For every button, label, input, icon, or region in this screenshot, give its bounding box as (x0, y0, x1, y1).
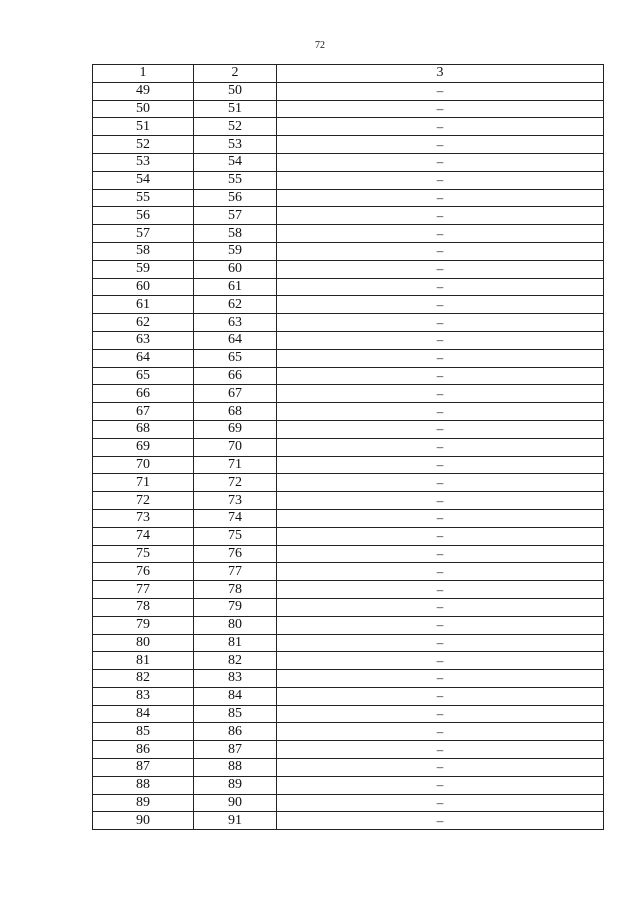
table-cell-col-2: 74 (194, 509, 277, 527)
table-cell-col-1: 67 (93, 403, 194, 421)
table-cell-col-1: 81 (93, 652, 194, 670)
header-row (93, 65, 604, 83)
table-cell-col-2: 63 (194, 314, 277, 332)
table-cell-col-2: 77 (194, 563, 277, 581)
table-cell-col-1: 68 (93, 420, 194, 438)
table-cell-col-2: 72 (194, 474, 277, 492)
table-row (93, 545, 604, 563)
table-cell-col-3: – (277, 314, 604, 332)
table-cell-col-3: – (277, 812, 604, 830)
table-cell-col-3: – (277, 474, 604, 492)
table-row (93, 723, 604, 741)
table-cell-col-3: – (277, 705, 604, 723)
table-cell-col-1: 69 (93, 438, 194, 456)
table-cell-col-2: 52 (194, 118, 277, 136)
table-row (93, 776, 604, 794)
table-row (93, 759, 604, 777)
table-cell-col-2: 70 (194, 438, 277, 456)
table-cell-col-1: 80 (93, 634, 194, 652)
table-cell-col-2: 75 (194, 527, 277, 545)
table-cell-col-2: 53 (194, 136, 277, 154)
table-cell-col-1: 76 (93, 563, 194, 581)
table-cell-col-2: 62 (194, 296, 277, 314)
table-cell-col-2: 61 (194, 278, 277, 296)
table-row (93, 705, 604, 723)
table-cell-col-2: 50 (194, 82, 277, 100)
table-cell-col-2: 79 (194, 598, 277, 616)
table-cell-col-2: 55 (194, 171, 277, 189)
table-cell-col-3: – (277, 670, 604, 688)
table-row (93, 260, 604, 278)
table-cell-col-3: – (277, 278, 604, 296)
table-row (93, 403, 604, 421)
table-cell-col-1: 49 (93, 82, 194, 100)
table-cell-col-3: – (277, 153, 604, 171)
data-table (92, 64, 604, 830)
table-cell-col-1: 79 (93, 616, 194, 634)
table-cell-col-3: – (277, 242, 604, 260)
table-cell-col-1: 89 (93, 794, 194, 812)
table-cell-col-2: 58 (194, 225, 277, 243)
table-row (93, 118, 604, 136)
table-cell-col-2: 89 (194, 776, 277, 794)
table-cell-col-3: – (277, 349, 604, 367)
table-row (93, 581, 604, 599)
table-row (93, 598, 604, 616)
table-cell-col-2: 73 (194, 492, 277, 510)
table-cell-col-3: – (277, 794, 604, 812)
table-cell-col-2: 84 (194, 687, 277, 705)
table-cell-col-1: 83 (93, 687, 194, 705)
table-cell-col-1: 58 (93, 242, 194, 260)
table-cell-col-1: 84 (93, 705, 194, 723)
table-cell-col-3: – (277, 741, 604, 759)
page-number: 72 (315, 40, 325, 51)
table-cell-col-2: 78 (194, 581, 277, 599)
table-cell-col-1: 62 (93, 314, 194, 332)
table-cell-col-1: 65 (93, 367, 194, 385)
table-row (93, 136, 604, 154)
table-cell-col-3: – (277, 331, 604, 349)
table-cell-col-1: 64 (93, 349, 194, 367)
table-row (93, 456, 604, 474)
table-cell-col-3: – (277, 652, 604, 670)
table-row (93, 670, 604, 688)
table-row (93, 189, 604, 207)
column-header-3: 3 (277, 65, 604, 83)
table-cell-col-2: 80 (194, 616, 277, 634)
table-row (93, 420, 604, 438)
table-cell-col-3: – (277, 189, 604, 207)
table-cell-col-2: 90 (194, 794, 277, 812)
table-cell-col-1: 60 (93, 278, 194, 296)
table-cell-col-2: 81 (194, 634, 277, 652)
table-cell-col-1: 77 (93, 581, 194, 599)
table-cell-col-2: 56 (194, 189, 277, 207)
table-cell-col-3: – (277, 759, 604, 777)
table-row (93, 100, 604, 118)
table-cell-col-3: – (277, 171, 604, 189)
table-row (93, 171, 604, 189)
table-row (93, 492, 604, 510)
table-cell-col-1: 59 (93, 260, 194, 278)
table-cell-col-1: 54 (93, 171, 194, 189)
table-row (93, 153, 604, 171)
table-cell-col-3: – (277, 527, 604, 545)
table-cell-col-1: 90 (93, 812, 194, 830)
table-cell-col-1: 55 (93, 189, 194, 207)
table-cell-col-1: 53 (93, 153, 194, 171)
table-row (93, 652, 604, 670)
table-cell-col-1: 70 (93, 456, 194, 474)
table-cell-col-1: 63 (93, 331, 194, 349)
table-cell-col-3: – (277, 598, 604, 616)
table-cell-col-2: 69 (194, 420, 277, 438)
table-cell-col-3: – (277, 616, 604, 634)
table-cell-col-3: – (277, 687, 604, 705)
table-row (93, 616, 604, 634)
table-row (93, 687, 604, 705)
table-cell-col-2: 91 (194, 812, 277, 830)
table-cell-col-1: 82 (93, 670, 194, 688)
table-row (93, 794, 604, 812)
table-cell-col-1: 72 (93, 492, 194, 510)
table-row (93, 474, 604, 492)
table-cell-col-2: 66 (194, 367, 277, 385)
table-cell-col-3: – (277, 438, 604, 456)
table-cell-col-3: – (277, 82, 604, 100)
table-row (93, 509, 604, 527)
table-cell-col-2: 60 (194, 260, 277, 278)
table-row (93, 207, 604, 225)
table-cell-col-2: 88 (194, 759, 277, 777)
table-cell-col-2: 87 (194, 741, 277, 759)
table-cell-col-1: 57 (93, 225, 194, 243)
table-cell-col-1: 87 (93, 759, 194, 777)
table-row (93, 385, 604, 403)
table-cell-col-1: 88 (93, 776, 194, 794)
table-cell-col-3: – (277, 420, 604, 438)
table-cell-col-2: 82 (194, 652, 277, 670)
table-cell-col-1: 56 (93, 207, 194, 225)
table-cell-col-3: – (277, 456, 604, 474)
table-row (93, 278, 604, 296)
table-cell-col-3: – (277, 385, 604, 403)
table-cell-col-1: 85 (93, 723, 194, 741)
table-cell-col-3: – (277, 367, 604, 385)
table-cell-col-1: 51 (93, 118, 194, 136)
table-row (93, 634, 604, 652)
table-cell-col-1: 75 (93, 545, 194, 563)
table-cell-col-2: 57 (194, 207, 277, 225)
table-cell-col-2: 83 (194, 670, 277, 688)
table-cell-col-1: 86 (93, 741, 194, 759)
table-cell-col-2: 71 (194, 456, 277, 474)
table-cell-col-1: 74 (93, 527, 194, 545)
table-cell-col-3: – (277, 776, 604, 794)
column-header-1: 1 (93, 65, 194, 83)
table-body (93, 82, 604, 829)
table-cell-col-2: 86 (194, 723, 277, 741)
table-row (93, 349, 604, 367)
table-cell-col-3: – (277, 492, 604, 510)
table-cell-col-3: – (277, 545, 604, 563)
table-cell-col-1: 50 (93, 100, 194, 118)
table-row (93, 296, 604, 314)
table-cell-col-2: 54 (194, 153, 277, 171)
table-cell-col-3: – (277, 100, 604, 118)
table-row (93, 367, 604, 385)
table-cell-col-3: – (277, 118, 604, 136)
table-row (93, 242, 604, 260)
table-cell-col-1: 73 (93, 509, 194, 527)
table-row (93, 82, 604, 100)
table-cell-col-2: 51 (194, 100, 277, 118)
table-cell-col-2: 68 (194, 403, 277, 421)
table-cell-col-3: – (277, 723, 604, 741)
table-row (93, 225, 604, 243)
table-cell-col-1: 71 (93, 474, 194, 492)
table-cell-col-1: 78 (93, 598, 194, 616)
table-row (93, 314, 604, 332)
table-cell-col-2: 65 (194, 349, 277, 367)
table-cell-col-2: 64 (194, 331, 277, 349)
table-row (93, 563, 604, 581)
table-row (93, 812, 604, 830)
table-cell-col-3: – (277, 563, 604, 581)
table-cell-col-2: 76 (194, 545, 277, 563)
table-cell-col-2: 67 (194, 385, 277, 403)
table-cell-col-1: 52 (93, 136, 194, 154)
table-cell-col-1: 61 (93, 296, 194, 314)
table-cell-col-3: – (277, 509, 604, 527)
table-cell-col-2: 85 (194, 705, 277, 723)
column-header-2: 2 (194, 65, 277, 83)
table-cell-col-3: – (277, 225, 604, 243)
table-row (93, 331, 604, 349)
table-cell-col-3: – (277, 403, 604, 421)
table-cell-col-3: – (277, 296, 604, 314)
table-cell-col-3: – (277, 136, 604, 154)
table-row (93, 741, 604, 759)
table-cell-col-3: – (277, 634, 604, 652)
table-cell-col-2: 59 (194, 242, 277, 260)
table-row (93, 438, 604, 456)
table-cell-col-3: – (277, 581, 604, 599)
table-row (93, 527, 604, 545)
table-cell-col-1: 66 (93, 385, 194, 403)
table-cell-col-3: – (277, 207, 604, 225)
table-cell-col-3: – (277, 260, 604, 278)
